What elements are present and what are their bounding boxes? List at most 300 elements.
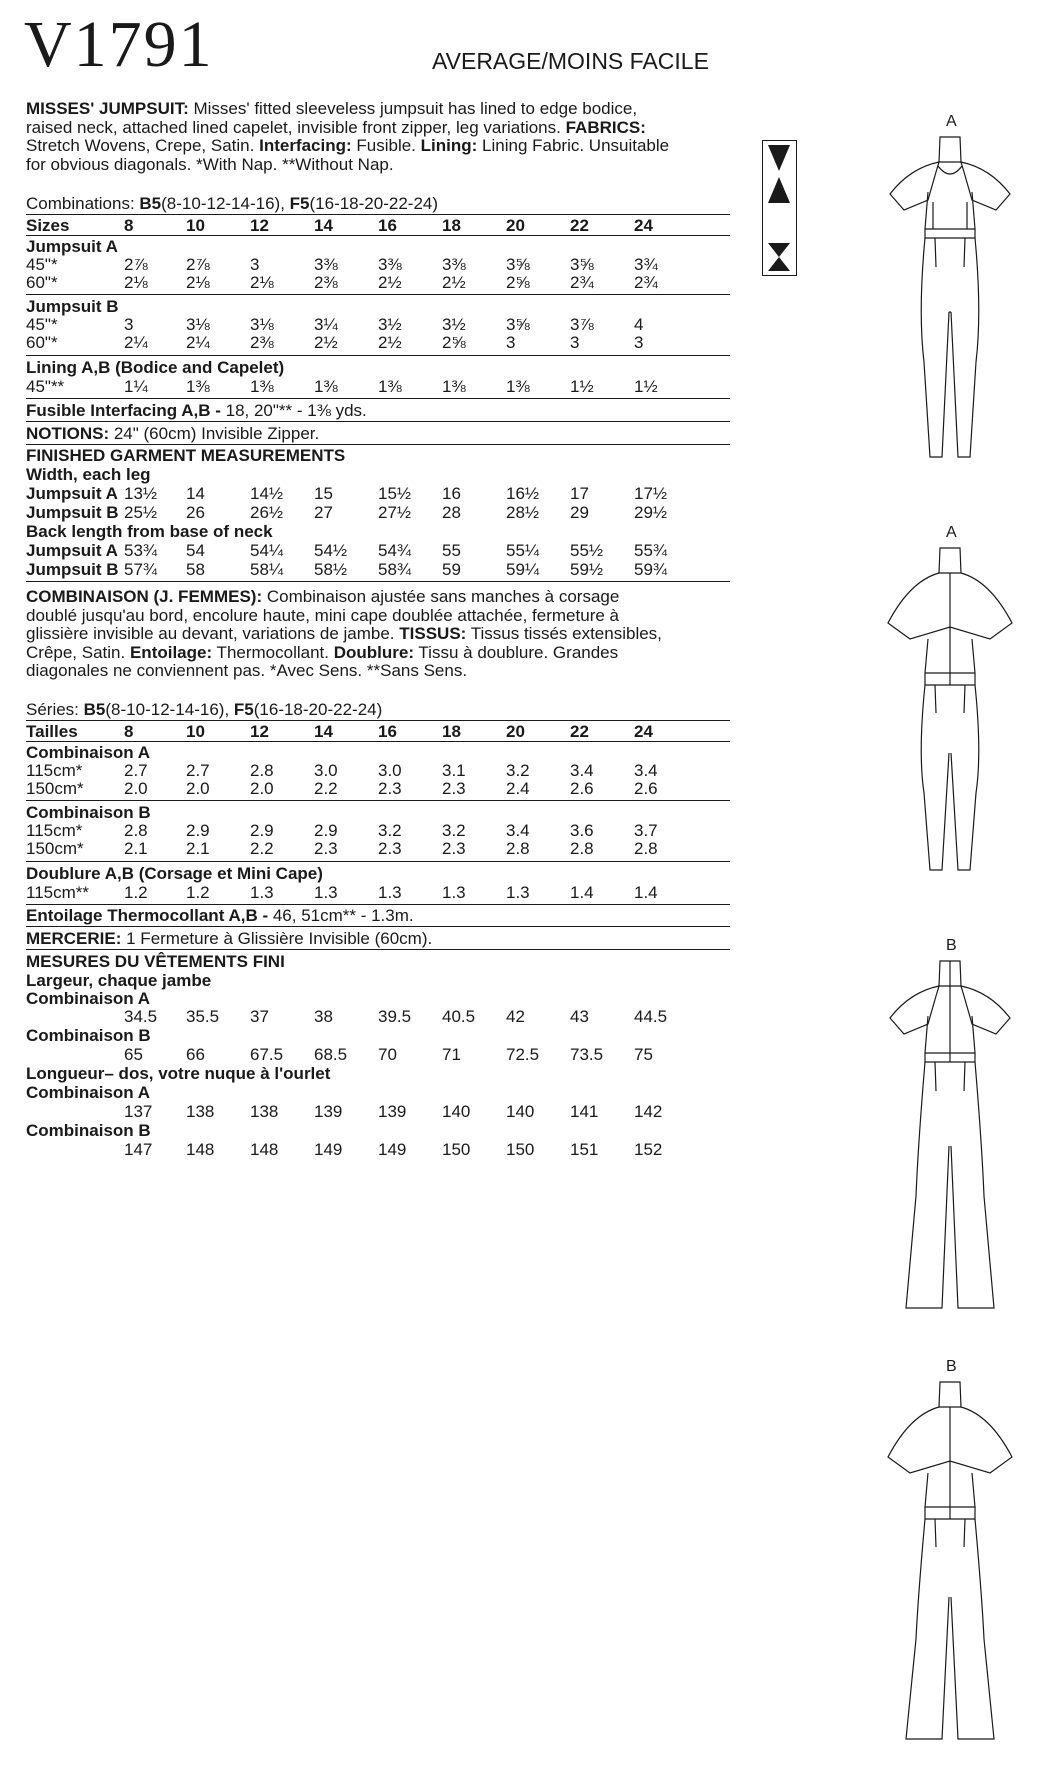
doublure-value: Tissu à doublure. Grandes bbox=[414, 642, 619, 662]
table-cell: 3 bbox=[570, 333, 580, 352]
table-cell: 24 bbox=[634, 722, 653, 741]
table-cell: 3.2 bbox=[442, 821, 466, 840]
table-cell: 38 bbox=[314, 1007, 333, 1026]
table-cell: 139 bbox=[314, 1102, 343, 1121]
table-cell: 3.4 bbox=[634, 761, 658, 780]
table-cell: 16 bbox=[442, 484, 461, 503]
figure-label-b: B bbox=[946, 1358, 957, 1375]
table-cell: 34.5 bbox=[124, 1007, 158, 1026]
measurement-row bbox=[26, 1140, 730, 1159]
table-cell: 54¾ bbox=[378, 541, 412, 560]
row-label: 60"* bbox=[26, 273, 58, 292]
table-cell: 3 bbox=[634, 333, 644, 352]
combinations-label: Combinations: bbox=[26, 194, 135, 213]
measurement-row bbox=[26, 1007, 730, 1026]
table-cell: 149 bbox=[314, 1140, 343, 1159]
yardage-row bbox=[26, 821, 730, 840]
figure-label-a: A bbox=[946, 524, 957, 541]
table-cell: 59¼ bbox=[506, 560, 540, 579]
section-title-row bbox=[26, 237, 730, 256]
table-cell: 2.9 bbox=[250, 821, 274, 840]
table-cell: 149 bbox=[378, 1140, 407, 1159]
section-title: Back length from base of neck bbox=[26, 522, 273, 541]
b5-sizes: (8-10-12-14-16), bbox=[105, 700, 230, 719]
table-cell: 147 bbox=[124, 1140, 153, 1159]
table-cell: 139 bbox=[378, 1102, 407, 1121]
b5-code: B5 bbox=[83, 700, 106, 719]
table-cell: 2⅝ bbox=[506, 273, 530, 292]
section-title-row bbox=[26, 358, 730, 377]
table-cell: 3.7 bbox=[634, 821, 658, 840]
table-cell: 12 bbox=[250, 216, 269, 235]
section-title-row bbox=[26, 803, 730, 822]
table-cell: 3 bbox=[506, 333, 516, 352]
table-cell: 15 bbox=[314, 484, 333, 503]
series-line bbox=[26, 701, 734, 720]
table-cell: 13½ bbox=[124, 484, 158, 503]
table-cell: 2⅜ bbox=[250, 333, 274, 352]
interfacing-value: Fusible. bbox=[351, 136, 416, 155]
table-cell: 2.1 bbox=[186, 839, 210, 858]
desc-line: Misses' fitted sleeveless jumpsuit has lined to edge bodice, bbox=[188, 99, 638, 118]
entoilage-label: Entoilage: bbox=[129, 642, 213, 662]
section-title-row bbox=[26, 971, 730, 990]
table-divider bbox=[26, 421, 730, 422]
row-label: Tailles bbox=[26, 722, 78, 741]
desc-line: Crêpe, Satin. bbox=[26, 642, 126, 662]
fusible-label: Fusible Interfacing A,B - bbox=[26, 401, 221, 420]
table-cell: 1.3 bbox=[506, 883, 530, 902]
table-cell: 59½ bbox=[570, 560, 604, 579]
desc-title: MISSES' JUMPSUIT: bbox=[26, 99, 189, 118]
table-cell: 2.9 bbox=[314, 821, 338, 840]
f5-code: F5 bbox=[289, 194, 310, 213]
table-cell: 3 bbox=[124, 315, 134, 334]
notions-label: NOTIONS: bbox=[26, 424, 110, 443]
table-cell: 43 bbox=[570, 1007, 589, 1026]
figure-label-b: B bbox=[946, 937, 957, 954]
table-cell: 2⅛ bbox=[124, 273, 148, 292]
table-cell: 3⅜ bbox=[314, 255, 338, 274]
jumpsuit-b-back-illustration bbox=[880, 1377, 1020, 1747]
section-title-row bbox=[26, 465, 730, 484]
table-cell: 29½ bbox=[634, 503, 668, 522]
measurement-row bbox=[26, 541, 730, 560]
doublure-label: Doublure: bbox=[333, 642, 415, 662]
section-title: Width, each leg bbox=[26, 465, 151, 484]
section-title-row bbox=[26, 297, 730, 316]
table-cell: 3.0 bbox=[378, 761, 402, 780]
section-title: Combinaison A bbox=[26, 989, 151, 1008]
table-cell: 20 bbox=[506, 216, 525, 235]
table-cell: 2½ bbox=[442, 273, 466, 292]
table-cell: 2⅝ bbox=[442, 333, 466, 352]
table-cell: 3⅝ bbox=[570, 255, 594, 274]
table-cell: 2¼ bbox=[186, 333, 210, 352]
section-title-row bbox=[26, 952, 730, 971]
table-cell: 2.0 bbox=[250, 779, 274, 798]
table-cell: 2.0 bbox=[186, 779, 210, 798]
desc-line: Combinaison ajustée sans manches à corsage bbox=[262, 587, 620, 606]
section-title: Largeur, chaque jambe bbox=[26, 971, 212, 990]
table-cell: 15½ bbox=[378, 484, 412, 503]
table-cell: 37 bbox=[250, 1007, 269, 1026]
desc-line: for obvious diagonals. *With Nap. **Without Nap. bbox=[26, 154, 394, 174]
table-cell: 58½ bbox=[314, 560, 348, 579]
section-title: FINISHED GARMENT MEASUREMENTS bbox=[26, 446, 346, 465]
table-cell: 3.2 bbox=[506, 761, 530, 780]
section-title-row bbox=[26, 743, 730, 762]
section-title-row bbox=[26, 1064, 730, 1083]
row-label: 115cm** bbox=[26, 883, 89, 902]
table-cell: 1.3 bbox=[314, 883, 338, 902]
table-cell: 2.8 bbox=[250, 761, 274, 780]
nap-up-arrow-icon bbox=[768, 177, 790, 203]
table-cell: 66 bbox=[186, 1045, 205, 1064]
pattern-number: V1791 bbox=[24, 8, 214, 81]
row-label: Jumpsuit B bbox=[26, 503, 119, 522]
table-cell: 140 bbox=[442, 1102, 471, 1121]
nap-icons-box bbox=[762, 140, 797, 276]
section-title: Longueur– dos, votre nuque à l'ourlet bbox=[26, 1064, 331, 1083]
table-cell: 138 bbox=[186, 1102, 215, 1121]
row-label: Jumpsuit A bbox=[26, 541, 118, 560]
table-cell: 42 bbox=[506, 1007, 525, 1026]
table-cell: 2½ bbox=[314, 333, 338, 352]
table-cell: 151 bbox=[570, 1140, 599, 1159]
table-cell: 58¼ bbox=[250, 560, 284, 579]
table-cell: 2.1 bbox=[124, 839, 148, 858]
table-cell: 28 bbox=[442, 503, 461, 522]
table-cell: 2¾ bbox=[570, 273, 594, 292]
f5-code: F5 bbox=[233, 700, 254, 719]
table-cell: 28½ bbox=[506, 503, 540, 522]
jumpsuit-a-back-illustration bbox=[880, 543, 1020, 878]
table-cell: 3¼ bbox=[314, 315, 338, 334]
table-divider bbox=[26, 861, 730, 862]
table-cell: 10 bbox=[186, 722, 205, 741]
table-cell: 3¾ bbox=[634, 255, 658, 274]
table-cell: 2.3 bbox=[442, 779, 466, 798]
table-cell: 27½ bbox=[378, 503, 412, 522]
measurement-row bbox=[26, 484, 730, 503]
table-cell: 35.5 bbox=[186, 1007, 220, 1026]
notions-value: 24" (60cm) Invisible Zipper. bbox=[109, 424, 320, 443]
table-cell: 22 bbox=[570, 216, 589, 235]
row-label: 45"* bbox=[26, 315, 58, 334]
nap-down-arrow-icon bbox=[768, 145, 790, 171]
section-title-row bbox=[26, 446, 730, 465]
table-cell: 3.4 bbox=[570, 761, 594, 780]
table-cell: 2.7 bbox=[124, 761, 148, 780]
fusible-row bbox=[26, 401, 730, 420]
table-cell: 2¼ bbox=[124, 333, 148, 352]
measurement-row bbox=[26, 1102, 730, 1121]
table-cell: 1⅜ bbox=[314, 377, 338, 396]
table-cell: 138 bbox=[250, 1102, 279, 1121]
section-title: Combinaison B bbox=[26, 803, 151, 822]
table-cell: 1⅜ bbox=[250, 377, 274, 396]
table-cell: 55½ bbox=[570, 541, 604, 560]
table-divider bbox=[26, 294, 730, 295]
desc-line: glissière invisible au devant, variations de jambe. bbox=[26, 624, 395, 643]
measurement-row bbox=[26, 503, 730, 522]
row-label: 45"* bbox=[26, 255, 58, 274]
table-cell: 58¾ bbox=[378, 560, 412, 579]
table-cell: 44.5 bbox=[634, 1007, 668, 1026]
table-cell: 2⅞ bbox=[186, 255, 210, 274]
table-cell: 3⅛ bbox=[186, 315, 210, 334]
table-cell: 10 bbox=[186, 216, 205, 235]
table-cell: 2.4 bbox=[506, 779, 530, 798]
row-label: 60"* bbox=[26, 333, 58, 352]
yardage-row bbox=[26, 839, 730, 858]
section-title: MESURES DU VÊTEMENTS FINI bbox=[26, 952, 285, 971]
table-cell: 1.3 bbox=[378, 883, 402, 902]
desc-title: COMBINAISON (J. FEMMES): bbox=[26, 587, 263, 606]
row-label: 45"** bbox=[26, 377, 65, 396]
table-cell: 3.0 bbox=[314, 761, 338, 780]
table-cell: 2½ bbox=[378, 273, 402, 292]
entoilage-value: Thermocollant. bbox=[212, 642, 329, 662]
mercerie-label: MERCERIE: bbox=[26, 929, 122, 948]
desc-line: raised neck, attached lined capelet, invisible front zipper, leg variations. bbox=[26, 117, 561, 137]
table-cell: 65 bbox=[124, 1045, 143, 1064]
table-cell: 25½ bbox=[124, 503, 158, 522]
table-cell: 55¾ bbox=[634, 541, 668, 560]
section-title: Combinaison B bbox=[26, 1026, 151, 1045]
desc-line: Tissus tissés extensibles, bbox=[466, 624, 662, 643]
table-cell: 68.5 bbox=[314, 1045, 348, 1064]
table-cell: 54¼ bbox=[250, 541, 284, 560]
combinations-line bbox=[26, 195, 734, 214]
table-cell: 29 bbox=[570, 503, 589, 522]
english-description bbox=[26, 100, 734, 174]
yardage-row bbox=[26, 377, 730, 396]
table-cell: 148 bbox=[250, 1140, 279, 1159]
table-cell: 39.5 bbox=[378, 1007, 412, 1026]
table-cell: 14 bbox=[314, 722, 333, 741]
table-cell: 1.2 bbox=[186, 883, 210, 902]
table-divider bbox=[26, 581, 730, 582]
yardage-row bbox=[26, 273, 730, 292]
b5-sizes: (8-10-12-14-16), bbox=[161, 194, 285, 213]
table-cell: 2.2 bbox=[314, 779, 338, 798]
table-cell: 2.8 bbox=[506, 839, 530, 858]
table-cell: 2.6 bbox=[634, 779, 658, 798]
table-cell: 17½ bbox=[634, 484, 668, 503]
table-cell: 2.7 bbox=[186, 761, 210, 780]
table-divider bbox=[26, 398, 730, 399]
mercerie-value: 1 Fermeture à Glissière Invisible (60cm). bbox=[121, 929, 433, 948]
table-cell: 4 bbox=[634, 315, 644, 334]
series-label: Séries: bbox=[26, 700, 79, 719]
table-cell: 3½ bbox=[442, 315, 466, 334]
table-cell: 2.0 bbox=[124, 779, 148, 798]
table-cell: 142 bbox=[634, 1102, 663, 1121]
table-cell: 59 bbox=[442, 560, 461, 579]
table-cell: 148 bbox=[186, 1140, 215, 1159]
table-cell: 71 bbox=[442, 1045, 461, 1064]
table-cell: 55 bbox=[442, 541, 461, 560]
table-cell: 54½ bbox=[314, 541, 348, 560]
entoilage-row bbox=[26, 906, 730, 925]
notions-row bbox=[26, 424, 730, 443]
section-title-row bbox=[26, 522, 730, 541]
section-title-row bbox=[26, 864, 730, 883]
table-cell: 2.8 bbox=[634, 839, 658, 858]
table-cell: 22 bbox=[570, 722, 589, 741]
table-cell: 2.3 bbox=[378, 779, 402, 798]
table-cell: 3.6 bbox=[570, 821, 594, 840]
table-cell: 57¾ bbox=[124, 560, 158, 579]
lining-label: Lining: bbox=[420, 136, 478, 155]
table-cell: 137 bbox=[124, 1102, 153, 1121]
table-cell: 26 bbox=[186, 503, 205, 522]
f5-sizes: (16-18-20-22-24) bbox=[309, 194, 439, 213]
table-cell: 3⅜ bbox=[378, 255, 402, 274]
table-cell: 14½ bbox=[250, 484, 284, 503]
sizes-header-row bbox=[26, 216, 730, 235]
row-label: 115cm* bbox=[26, 821, 83, 840]
jumpsuit-b-front-illustration bbox=[880, 956, 1020, 1316]
french-description bbox=[26, 588, 734, 681]
yardage-row bbox=[26, 255, 730, 274]
table-cell: 12 bbox=[250, 722, 269, 741]
section-title: Doublure A,B (Corsage et Mini Cape) bbox=[26, 864, 323, 883]
table-cell: 3 bbox=[250, 255, 260, 274]
table-cell: 1.3 bbox=[250, 883, 274, 902]
lining-value: Lining Fabric. Unsuitable bbox=[477, 136, 670, 155]
jumpsuit-a-front-illustration bbox=[880, 132, 1020, 467]
table-cell: 3⅞ bbox=[570, 315, 594, 334]
table-cell: 3.2 bbox=[378, 821, 402, 840]
table-cell: 1.4 bbox=[634, 883, 658, 902]
table-cell: 1½ bbox=[570, 377, 594, 396]
section-title-row bbox=[26, 1026, 730, 1045]
table-cell: 40.5 bbox=[442, 1007, 476, 1026]
table-cell: 1.4 bbox=[570, 883, 594, 902]
yardage-row bbox=[26, 333, 730, 352]
table-divider bbox=[26, 800, 730, 801]
table-cell: 59¾ bbox=[634, 560, 668, 579]
section-title-row bbox=[26, 1083, 730, 1102]
f5-sizes: (16-18-20-22-24) bbox=[253, 700, 383, 719]
section-title: Combinaison A bbox=[26, 1083, 151, 1102]
row-label: Jumpsuit B bbox=[26, 560, 119, 579]
table-cell: 58 bbox=[186, 560, 205, 579]
table-cell: 2.6 bbox=[570, 779, 594, 798]
table-cell: 2½ bbox=[378, 333, 402, 352]
table-cell: 3.4 bbox=[506, 821, 530, 840]
table-cell: 53¾ bbox=[124, 541, 158, 560]
yardage-row bbox=[26, 315, 730, 334]
table-cell: 2⅛ bbox=[250, 273, 274, 292]
table-cell: 18 bbox=[442, 216, 461, 235]
table-cell: 1⅜ bbox=[186, 377, 210, 396]
table-cell: 27 bbox=[314, 503, 333, 522]
table-cell: 18 bbox=[442, 722, 461, 741]
table-cell: 54 bbox=[186, 541, 205, 560]
table-cell: 8 bbox=[124, 216, 134, 235]
table-cell: 16 bbox=[378, 722, 397, 741]
table-cell: 17 bbox=[570, 484, 589, 503]
table-cell: 24 bbox=[634, 216, 653, 235]
figure-label-a: A bbox=[946, 113, 957, 130]
yardage-row bbox=[26, 883, 730, 902]
difficulty-label: AVERAGE/MOINS FACILE bbox=[432, 48, 709, 74]
table-cell: 1.3 bbox=[442, 883, 466, 902]
section-title: Jumpsuit A bbox=[26, 237, 118, 256]
table-cell: 20 bbox=[506, 722, 525, 741]
section-title: Lining A,B (Bodice and Capelet) bbox=[26, 358, 285, 377]
table-cell: 3⅝ bbox=[506, 255, 530, 274]
table-cell: 1⅜ bbox=[506, 377, 530, 396]
measurement-row bbox=[26, 1045, 730, 1064]
table-cell: 3½ bbox=[378, 315, 402, 334]
table-cell: 1⅜ bbox=[378, 377, 402, 396]
section-title-row bbox=[26, 1121, 730, 1140]
desc-line: Stretch Wovens, Crepe, Satin. bbox=[26, 136, 255, 155]
table-cell: 141 bbox=[570, 1102, 599, 1121]
table-cell: 2.3 bbox=[378, 839, 402, 858]
row-label: 150cm* bbox=[26, 839, 84, 858]
table-cell: 70 bbox=[378, 1045, 397, 1064]
section-title: Jumpsuit B bbox=[26, 297, 119, 316]
table-cell: 16 bbox=[378, 216, 397, 235]
table-cell: 2.3 bbox=[442, 839, 466, 858]
desc-line: doublé jusqu'au bord, encolure haute, mini cape doublée attachée, fermeture à bbox=[26, 605, 619, 625]
entoilage-row-label: Entoilage Thermocollant A,B - bbox=[26, 906, 269, 925]
table-cell: 1¼ bbox=[124, 377, 148, 396]
table-cell: 3⅛ bbox=[250, 315, 274, 334]
table-cell: 16½ bbox=[506, 484, 540, 503]
table-divider bbox=[26, 355, 730, 356]
row-label: Jumpsuit A bbox=[26, 484, 118, 503]
table-cell: 14 bbox=[186, 484, 205, 503]
interfacing-label: Interfacing: bbox=[259, 136, 352, 155]
section-title-row bbox=[26, 989, 730, 1008]
measurement-row bbox=[26, 560, 730, 579]
table-cell: 2⅜ bbox=[314, 273, 338, 292]
table-cell: 55¼ bbox=[506, 541, 540, 560]
row-label: 115cm* bbox=[26, 761, 83, 780]
table-cell: 8 bbox=[124, 722, 134, 741]
table-cell: 75 bbox=[634, 1045, 653, 1064]
table-cell: 67.5 bbox=[250, 1045, 284, 1064]
table-cell: 26½ bbox=[250, 503, 284, 522]
fabrics-label: FABRICS: bbox=[565, 117, 646, 137]
b5-code: B5 bbox=[139, 194, 162, 213]
table-divider bbox=[26, 926, 730, 927]
table-cell: 2.8 bbox=[124, 821, 148, 840]
table-divider bbox=[26, 949, 730, 950]
sizes-header-row bbox=[26, 722, 730, 741]
table-cell: 140 bbox=[506, 1102, 535, 1121]
table-cell: 73.5 bbox=[570, 1045, 604, 1064]
table-cell: 1½ bbox=[634, 377, 658, 396]
entoilage-row-value: 46, 51cm** - 1.3m. bbox=[268, 906, 414, 925]
table-cell: 150 bbox=[506, 1140, 535, 1159]
table-cell: 2⅞ bbox=[124, 255, 148, 274]
table-cell: 1.2 bbox=[124, 883, 148, 902]
yardage-row bbox=[26, 779, 730, 798]
table-cell: 2.8 bbox=[570, 839, 594, 858]
table-cell: 2¾ bbox=[634, 273, 658, 292]
section-title: Combinaison A bbox=[26, 743, 151, 762]
table-cell: 2⅛ bbox=[186, 273, 210, 292]
table-cell: 72.5 bbox=[506, 1045, 540, 1064]
